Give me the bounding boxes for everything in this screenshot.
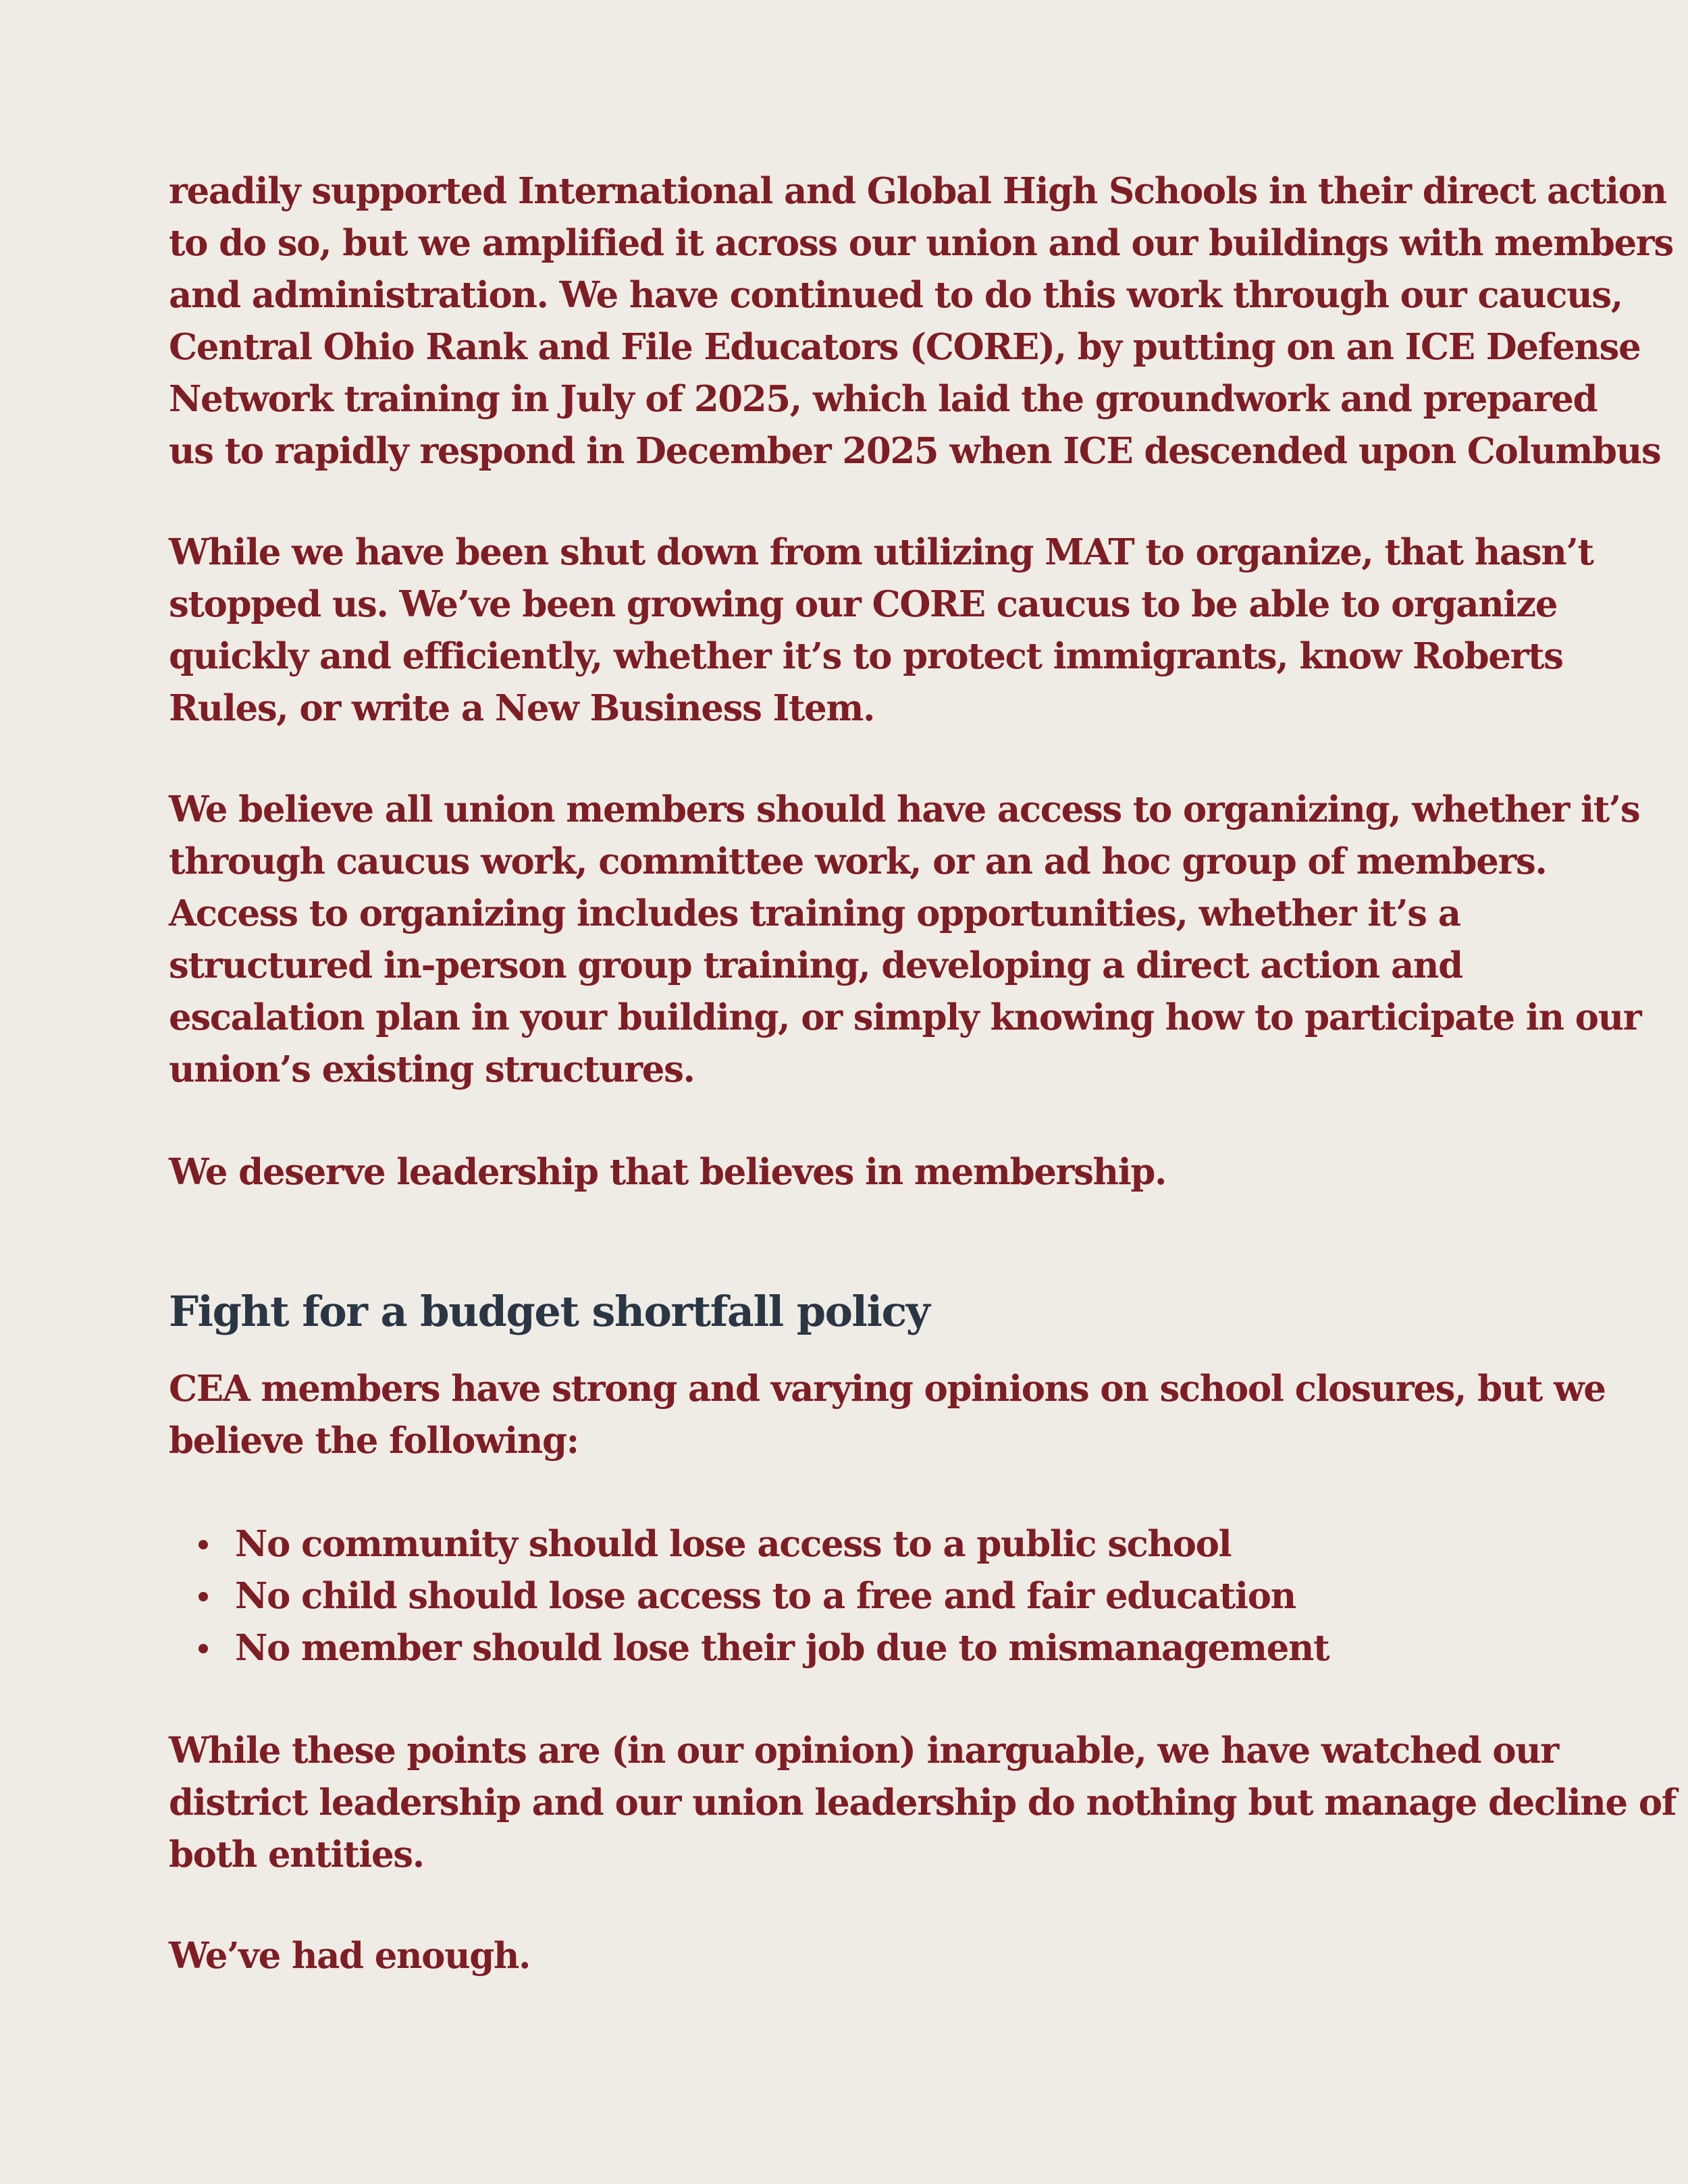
text-line: CEA members have strong and varying opinions on school closures, but we — [169, 1368, 1606, 1410]
text-line: both entities. — [169, 1834, 424, 1875]
paragraph-access-to-organizing — [169, 784, 1641, 1096]
text-line: district leadership and our union leadership do nothing but manage decline of — [169, 1782, 1677, 1823]
paragraph-leadership-statement — [169, 1146, 1166, 1198]
text-line: While these points are (in our opinion) inarguable, we have watched our — [169, 1730, 1558, 1772]
section-heading: Fight for a budget shortfall policy — [169, 1287, 930, 1336]
paragraph-inarguable-points — [169, 1725, 1676, 1881]
document-page — [169, 0, 1677, 2184]
text-line: structured in-person group training, developing a direct action and — [169, 944, 1462, 986]
list-item — [169, 1622, 1329, 1674]
text-line: Network training in July of 2025, which laid the groundwork and prepared — [169, 378, 1598, 420]
text-line: quickly and efficiently, whether it’s to protect immigrants, know Roberts — [169, 635, 1563, 677]
text-line: union’s existing structures. — [169, 1048, 695, 1090]
text-line: We believe all union members should have access to organizing, whether it’s — [169, 789, 1640, 830]
list-item — [169, 1518, 1329, 1570]
text-line: Rules, or write a New Business Item. — [169, 687, 875, 729]
paragraph-ice-defense — [169, 165, 1673, 477]
text-line: and administration. We have continued to do this work through our caucus, — [169, 274, 1623, 316]
list-item-text: No member should lose their job due to mismanagement — [235, 1627, 1329, 1669]
text-line: We’ve had enough. — [169, 1935, 531, 1977]
paragraph-mat-organizing — [169, 527, 1593, 735]
paragraph-closing — [169, 1930, 530, 1982]
text-line: to do so, but we amplified it across our union and our buildings with members — [169, 222, 1673, 264]
text-line: escalation plan in your building, or simply knowing how to participate in our — [169, 996, 1641, 1038]
text-line: through caucus work, committee work, or an ad hoc group of members. — [169, 841, 1547, 882]
list-item-text: No child should lose access to a free and fair education — [235, 1575, 1296, 1617]
bullet-icon — [199, 1644, 208, 1653]
text-line: While we have been shut down from utilizing MAT to organize, that hasn’t — [169, 531, 1593, 573]
list-item — [169, 1570, 1329, 1622]
text-line: believe the following: — [169, 1420, 579, 1462]
text-line: Access to organizing includes training opportunities, whether it’s a — [169, 893, 1460, 934]
text-line: us to rapidly respond in December 2025 when ICE descended upon Columbus — [169, 430, 1661, 472]
text-line: We deserve leadership that believes in membership. — [169, 1151, 1167, 1193]
bullet-icon — [199, 1592, 208, 1601]
text-line: readily supported International and Global High Schools in their direct action — [169, 170, 1666, 212]
text-line: Central Ohio Rank and File Educators (CORE), by putting on an ICE Defense — [169, 326, 1641, 368]
bullet-icon — [199, 1540, 208, 1549]
text-line: stopped us. We’ve been growing our CORE caucus to be able to organize — [169, 583, 1558, 625]
paragraph-school-closures — [169, 1363, 1606, 1467]
list-item-text: No community should lose access to a public school — [235, 1523, 1232, 1565]
beliefs-list — [169, 1518, 1329, 1674]
